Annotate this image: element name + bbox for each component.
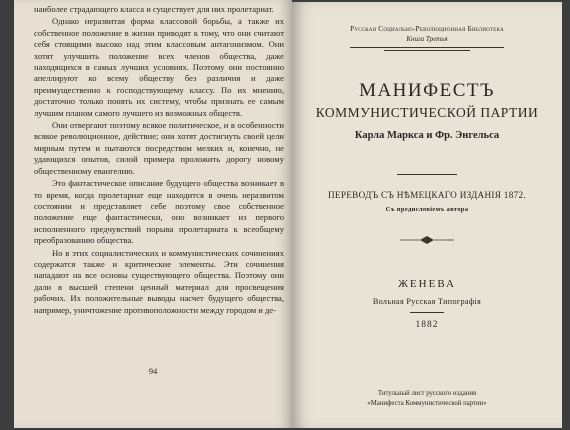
left-page [14,0,292,428]
divider-rule [350,47,504,48]
series-book: Книга Третья [406,35,448,43]
page-number: 94 [148,366,158,376]
translation-note: ПЕРЕВОДЪ СЪ НѢМЕЦКАГО ИЗДАНІЯ 1872. [328,190,526,200]
left-page-text [34,4,284,316]
paragraph: наиболее страдающего класса и существует для них пролетариат. [34,4,274,14]
caption-line-1: Титульный лист русского издания [377,390,477,397]
paragraph: Однако неразвитая форма классовой борьбы, а также их собственное положение в жизни приводят к тому, что они считают себя стоящими высоко над этим классовым антагонизмом. Они хотят улучшить положение всех членов общества, даже находящихся в самых лучших условиях. Поэтому они постоянно апеллируют ко всему обществу без различия и даже преимущественно к господствующему классу. По их мнению, достаточно только понять их систему, чтобы признать ее самым лучшим планом самого лучшего из возможных обществ. [34,16,284,118]
publisher: Вольная Русская Типографія [372,297,482,306]
divider-rule [410,312,444,313]
main-title: МАНИФЕСТЪ [359,80,495,101]
divider-rule [384,50,470,51]
divider-rule [397,174,457,175]
ornament-divider [400,235,454,245]
paragraph: Но в этих социалистических и коммунистических сочинениях содержатся также и критические элементы. Эти сочинения нападают на все основы существующего общества. Поэтому они дали в высшей степени ценный материал для просвещения рабочих. Их положительные выводы насчет будущего общества, например, уничтожение противоположности между городом и де- [34,247,284,315]
authors: Карла Маркса и Фр. Энгельса [354,130,500,141]
caption-line-2: «Манифеста Коммунистической партии» [367,400,487,407]
publication-year: 1882 [415,320,439,330]
paragraph: Они отвергают поэтому всякое политическое, и в особенности всякое революционное, действие; они хотят достигнуть своей цели мирным путем и пытаются посредством мелких и, конечно, не удающихся опытов, силой примера проложить дорогу новому общественному евангелию. [34,120,284,176]
paragraph: Это фантастическое описание будущего общества возникает в то время, когда пролетариат еще находится в очень неразвитом состоянии и представляет себе поэтому свое собственное положение еще фантастически, оно возникает из первого исполненного предчувствий порыва пролетариата к всеобщему преобразованию общества. [34,178,284,246]
preface-note: Съ предисловіемъ автора [385,206,469,213]
publication-city: ЖЕНЕВА [398,278,456,290]
subtitle: КОММУНИСТИЧЕСКОЙ ПАРТИИ [315,105,539,120]
right-page-title-page [292,2,562,428]
series-line: Русская Социально-Революционная Библиотека [350,24,504,33]
